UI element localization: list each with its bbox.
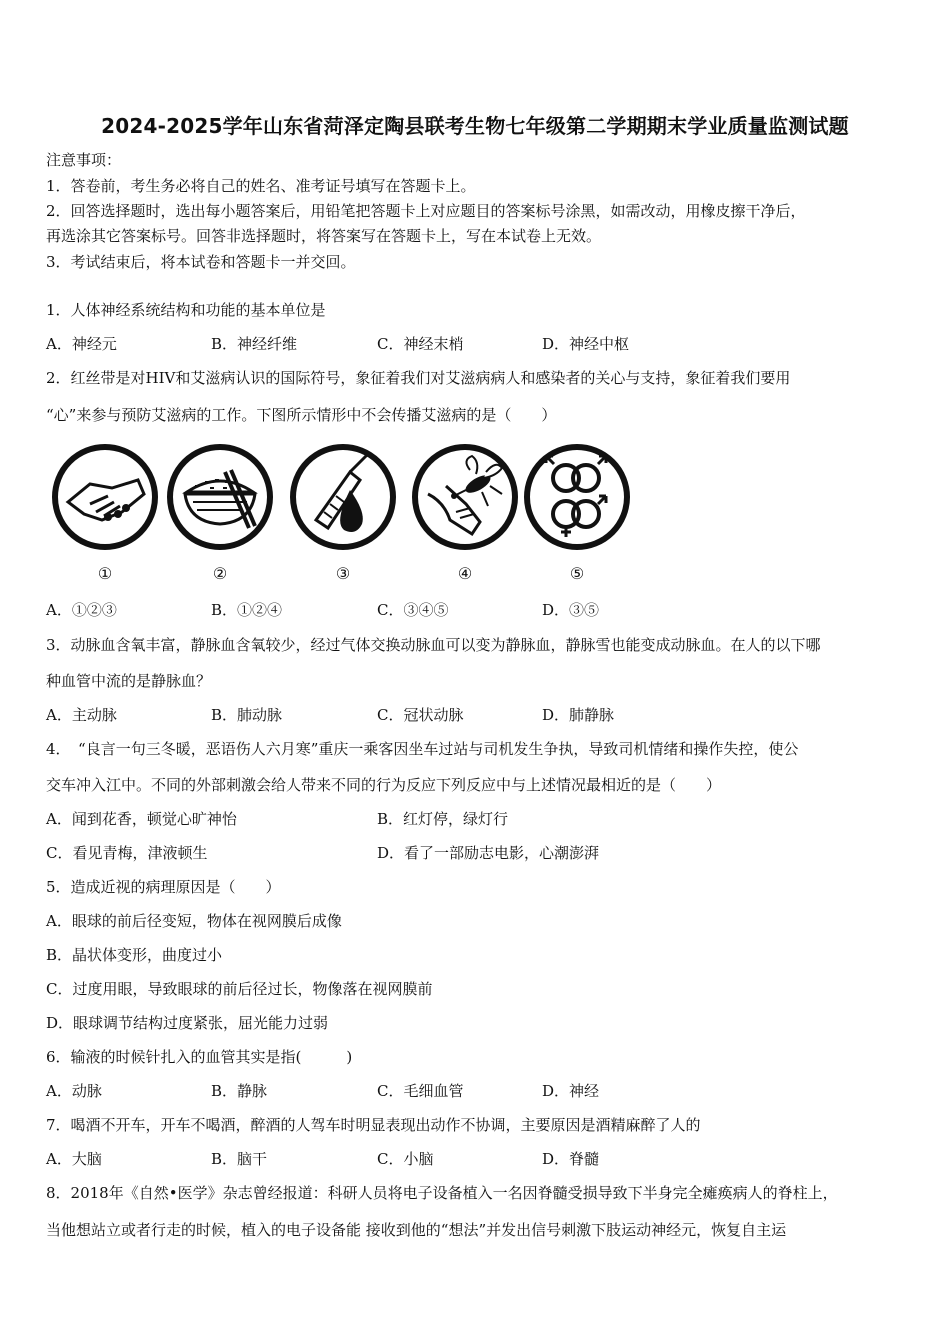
question-4-stem: 交车冲入江中。不同的外部刺激会给人带来不同的行为反应下列反应中与上述情况最相近的是（ ）: [46, 776, 722, 794]
gender-symbols-icon: [522, 442, 632, 552]
option-b: B．肺动脉: [211, 706, 283, 724]
figure-label: ⑤: [569, 564, 585, 583]
option-a: A．①②③: [46, 601, 117, 619]
question-5-stem: 5．造成近视的病理原因是（ ）: [46, 878, 281, 896]
option-b: B．①②④: [211, 601, 283, 619]
option-a: A．大脑: [46, 1150, 102, 1168]
notice-item: 1．答卷前，考生务必将自己的姓名、准考证号填写在答题卡上。: [46, 177, 476, 195]
question-3-stem: 种血管中流的是静脉血？: [46, 672, 212, 690]
rice-bowl-icon: [165, 442, 275, 552]
question-3-stem: 3．动脉血含氧丰富，静脉血含氧较少，经过气体交换动脉血可以变为静脉血，静脉雪也能变成动脉血。在人的以下哪: [46, 636, 821, 654]
figure-label: ①: [97, 564, 113, 583]
option-b: B．红灯停，绿灯行: [377, 810, 509, 828]
option-d: D．③⑤: [542, 601, 600, 619]
option-d: D．神经中枢: [542, 335, 630, 353]
question-8-stem: 8．2018年《自然•医学》杂志曾经报道：科研人员将电子设备植入一名因脊髓受损导致下半身完全瘫痪病人的脊柱上，: [46, 1184, 838, 1202]
notice-heading: 注意事项：: [46, 151, 122, 169]
option-b: B．脑干: [211, 1150, 268, 1168]
option-c: C．看见青梅，津液顿生: [46, 844, 208, 862]
option-d: D．脊髓: [542, 1150, 600, 1168]
figure-syringe-blood: [288, 442, 398, 582]
option-a: A．动脉: [46, 1082, 102, 1100]
option-d: D．眼球调节结构过度紧张，屈光能力过弱: [46, 1014, 329, 1032]
figure-rice-bowl: [165, 442, 275, 582]
figure-label: ②: [212, 564, 228, 583]
notice-item: 再选涂其它答案标号。回答非选择题时，将答案写在答题卡上，写在本试卷上无效。: [46, 227, 602, 245]
option-c: C．小脑: [377, 1150, 434, 1168]
option-c: C．过度用眼，导致眼球的前后径过长，物像落在视网膜前: [46, 980, 433, 998]
figure-label: ④: [457, 564, 473, 583]
option-b: B．晶状体变形，曲度过小: [46, 946, 223, 964]
option-c: C．③④⑤: [377, 601, 449, 619]
notice-item: 3．考试结束后，将本试卷和答题卡一并交回。: [46, 253, 356, 271]
option-c: C．冠状动脉: [377, 706, 464, 724]
option-d: D．肺静脉: [542, 706, 615, 724]
option-d: D．看了一部励志电影，心潮澎湃: [377, 844, 600, 862]
figure-handshake: [50, 442, 160, 582]
notice-item: 2．回答选择题时，选出每小题答案后，用铅笔把答题卡上对应题目的答案标号涂黑，如需改动，用橡皮擦干净后，: [46, 202, 806, 220]
question-2-stem: 2．红丝带是对HIV和艾滋病认识的国际符号，象征着我们对艾滋病病人和感染者的关心与支持，象征着我们要用: [46, 369, 791, 387]
question-2-stem: “心”来参与预防艾滋病的工作。下图所示情形中不会传播艾滋病的是（ ）: [46, 406, 557, 424]
question-8-stem: 当他想站立或者行走的时候，植入的电子设备能 接收到他的“想法”并发出信号刺激下肢运动神经元，恢复自主运: [46, 1221, 787, 1239]
option-c: C．神经末梢: [377, 335, 464, 353]
mosquito-icon: [410, 442, 520, 552]
figure-gender-symbols: [522, 442, 632, 582]
syringe-blood-icon: [288, 442, 398, 552]
figure-label: ③: [335, 564, 351, 583]
page-title: 2024-2025学年山东省菏泽定陶县联考生物七年级第二学期期末学业质量监测试题: [101, 114, 849, 138]
option-a: A．眼球的前后径变短，物体在视网膜后成像: [46, 912, 342, 930]
question-1-stem: 1．人体神经系统结构和功能的基本单位是: [46, 301, 326, 319]
option-d: D．神经: [542, 1082, 600, 1100]
option-b: B．静脉: [211, 1082, 268, 1100]
question-6-stem: 6．输液的时候针扎入的血管其实是指( ): [46, 1048, 353, 1066]
figure-mosquito: [410, 442, 520, 582]
question-7-stem: 7．喝酒不开车，开车不喝酒，醉酒的人驾车时明显表现出动作不协调，主要原因是酒精麻醉了人的: [46, 1116, 701, 1134]
option-b: B．神经纤维: [211, 335, 298, 353]
option-c: C．毛细血管: [377, 1082, 464, 1100]
option-a: A．主动脉: [46, 706, 117, 724]
option-a: A．闻到花香，顿觉心旷神怡: [46, 810, 237, 828]
handshake-icon: [50, 442, 160, 552]
question-4-stem: 4． “良言一句三冬暖，恶语伤人六月寒”重庆一乘客因坐车过站与司机发生争执，导致司机情绪和操作失控，使公: [46, 740, 799, 758]
option-a: A．神经元: [46, 335, 117, 353]
